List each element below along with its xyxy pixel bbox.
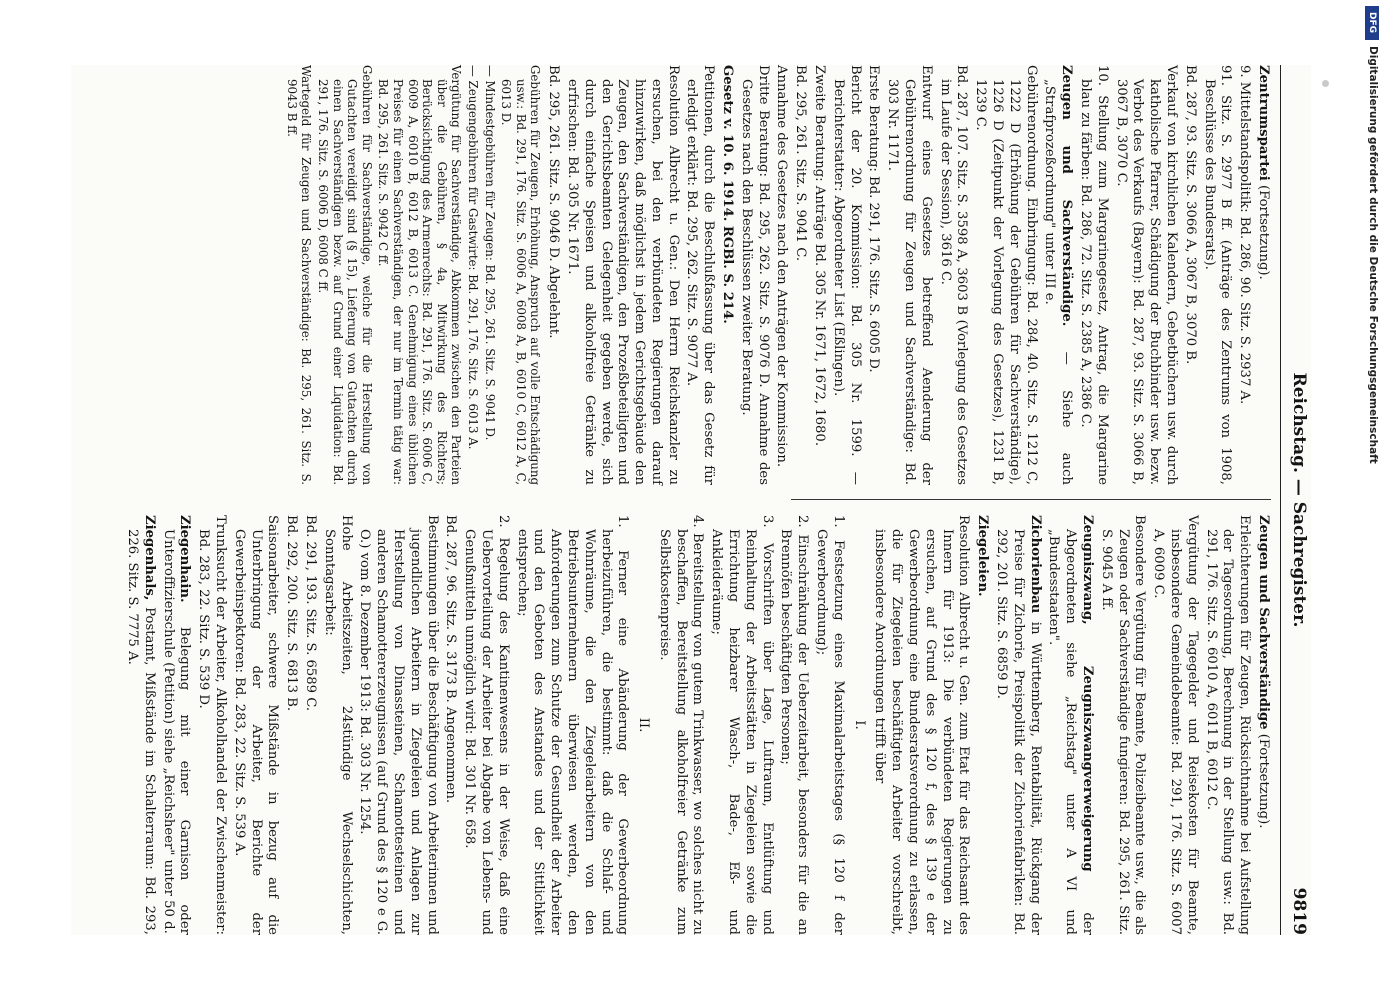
entry-text: Bd. 287, 96. Sitz. S. 3173 B. Angenommen. xyxy=(443,515,459,804)
entry-text: Resolution Albrecht u. Gen.: Den Herrn Reichskanzler zu ersuchen, bei den verbündeten Regierungen darauf hinzuwirken, daß möglichst in jedem Gerichtsgebäude den Zeugen, den Sachverständigen, den Prozeßbeteiligten und den Gerichtsbeamten Gelegenheit gegeben werde, sich durch einfache Speisen und alkoholfreie Getränke zu erfrischen: Bd. 305 Nr. 1671. xyxy=(564,65,681,485)
register-entry xyxy=(634,515,651,935)
page-number: 9819 xyxy=(1289,887,1309,935)
register-entry xyxy=(315,65,373,485)
register-entry xyxy=(850,515,867,935)
entry-text: Bd. 292, 200. Sitz. S. 6813 B. xyxy=(284,515,300,712)
dfg-credit-text: Digitalisierung gefördert durch die Deutsche Forschungsgemeinschaft xyxy=(1367,46,1379,464)
register-entry xyxy=(683,65,717,485)
entry-text: 3. Vorschriften über Lage, Luftraum, Entlüftung und Reinhaltung der Arbeitsstätten in Ziegeleien sowie die Errichtung heizbarer Wasch-, Bade-, Eß- und Ankleideräume; xyxy=(709,515,775,935)
entry-text: Bd. 295, 261. Sitz. S. 9041 C. xyxy=(793,65,809,262)
column-divider xyxy=(791,499,1271,500)
register-entry xyxy=(159,515,193,935)
register-entry xyxy=(992,515,1042,935)
register-entry xyxy=(1097,515,1147,935)
register-entry xyxy=(1200,65,1234,485)
register-entry xyxy=(1112,65,1179,485)
register-entry xyxy=(810,65,827,485)
scan-marker-dot xyxy=(1322,80,1329,87)
entry-text: Zweite Beratung: Anträge Bd. 305 Nr. 1671, 1672, 1680. xyxy=(812,65,828,447)
entry-text: — Mindestgebühren für Zeugen: Bd. 295, 261. Sitz. S. 9041 D. xyxy=(482,65,497,441)
register-entry xyxy=(655,515,705,935)
register-entry xyxy=(465,65,480,485)
register-entry xyxy=(513,515,631,935)
entry-text: Erleichterungen für Zeugen, Rücksichtnahme bei Aufstellung der Tagesordnung, Berechnung in der Stellung usw.: Bd. 291, 176. Sitz. S. 6010 A, 6011 B, 6012 C. xyxy=(1203,515,1253,935)
entry-text: Verkauf von kirchlichen Kalendern, Gebetbüchern usw. durch katholische Pfarrer, Schädigung der Buchbinder usw. bezw. Verbot des Verkaufs (Bayern): Bd. 287, 93. Sitz. S. 3066 B, 3067 B, 3070 C. xyxy=(1113,65,1180,485)
register-entry xyxy=(1202,515,1252,935)
entry-text: I. xyxy=(851,720,867,730)
entry-text: 2. Einschränkung der Ueberzeitarbeit, besonders für die an Brennöfen beschäftigten Personen; xyxy=(778,515,811,935)
register-entry xyxy=(123,515,157,935)
entry-text: Postamt, Mißstände im Schalterraum: Bd. 293, 226. Sitz. S. 7775 A. xyxy=(125,529,157,935)
register-entry xyxy=(773,65,790,485)
entry-text: Bd. 295, 261. Sitz. S. 9046 D. Abgelehnt. xyxy=(546,65,562,339)
entry-text: Hohe Arbeitszeiten, 24stündige Wechselschichten, Sonntagsarbeit: xyxy=(321,515,354,935)
running-title: Reichstag. — Sachregister. xyxy=(1289,372,1309,628)
entry-text: 91. Sitz. S. 2977 B ff. (Anträge des Zentrums von 1908, Beschlüsse des Bundesrats). xyxy=(1201,65,1234,485)
entry-text: Bd. 291, 193. Sitz. S. 6589 C. xyxy=(302,515,318,712)
entry-text: Resolution Albrecht u. Gen. zum Etat für das Reichsamt des Innern für 1913: Die verbündeten Regierungen zu ersuchen, auf Grund des § 120 f, des § 139 e der Gewerbeordnung eine Bundesratsverordnung zu erlassen, die für Ziegeleien beschäftigten Arbeiter vorschreibt, insbesondere Anordnungen trifft über xyxy=(872,515,972,935)
register-entry xyxy=(282,515,299,935)
register-entry xyxy=(320,515,354,935)
entry-text: Annahme des Gesetzes nach den Anträgen der Kommission. xyxy=(774,65,790,468)
entry-text: Gebühren für Sachverständige, welche für die Herstellung von Gutachten vereidigt sind (§ 15), Lieferung von Gutachten durch einen Sachverständigen bezw. auf Grund einer Liquidation: Bd. 291, 176. Sitz. S. 6006 D, 6008 C ff. xyxy=(316,65,374,485)
register-entry xyxy=(230,515,280,935)
entry-text: in Württemberg, Rentabilität, Rückgang der Preise für Zichorie, Preispolitik der Zichorienfabriken: Bd. 292, 201. Sitz. S. 6859 D. xyxy=(994,529,1043,935)
register-entry xyxy=(1235,65,1252,485)
register-entry xyxy=(376,65,464,485)
register-entry xyxy=(718,65,735,485)
register-entry xyxy=(442,515,459,935)
register-entry xyxy=(482,65,497,485)
register-entry xyxy=(829,65,863,485)
entry-text: — Siehe auch „Strafprozeßordnung" unter III e. xyxy=(1042,79,1075,486)
register-entry xyxy=(194,515,228,935)
entry-text: (Fortsetzung). xyxy=(1256,180,1271,280)
register-entry xyxy=(737,65,771,485)
entry-text: Bericht der 20. Kommission: Bd. 305 Nr. 1599. — Berichterstatter: Abgeordneter List (Eßlingen). xyxy=(830,65,863,485)
register-entry xyxy=(791,65,808,485)
entry-text: Entwurf eines Gesetzes betreffend Aenderung der Gebührenordnung für Zeugen und Sachverständige: Bd. 303 Nr. 1171. xyxy=(885,65,934,485)
entry-keyword: Zeugen und Sachverständige. xyxy=(1059,65,1075,327)
register-entry xyxy=(1181,65,1198,485)
register-entry xyxy=(971,65,1038,485)
document-page xyxy=(71,65,1311,935)
register-entry xyxy=(1254,65,1271,485)
register-entry xyxy=(356,515,440,935)
entry-keyword: Ziegenhals, xyxy=(141,515,157,601)
entry-text: Vergütung der Tagegelder und Reisekosten für Beamte, insbesondere Gemeindebeamte: Bd. 291, 176. Sitz. S. 6007 A, 6009 C. xyxy=(1151,515,1200,935)
register-entry xyxy=(1149,515,1199,935)
entry-text: Besondere Vergütung für Beamte, Polizeibeamte usw., die als Zeugen oder Sachverständige fungieren: Bd. 295, 261. Sitz. S. 9045 A ff. xyxy=(1098,515,1148,935)
entry-keyword: Zeugen und Sachverständige xyxy=(1256,515,1271,730)
entry-text: Saisonarbeiter, schwere Mißstände in bezug auf die Unterbringung der Arbeiter, Berichte der Gewerbeinspektoren: Bd. 283, 22. Sitz. S. 539 A. xyxy=(231,515,281,935)
register-entry xyxy=(1045,515,1095,935)
register-entry xyxy=(1076,65,1110,485)
entry-text: Trunksucht der Arbeiter, Alkoholhandel der Zwischenmeister: Bd. 283, 22. Sitz. S. 539 D. xyxy=(196,515,228,935)
right-column xyxy=(71,515,1271,935)
left-column xyxy=(71,65,1271,485)
register-entry xyxy=(777,515,811,935)
entry-text: — Zeugengebühren für Gastwirte: Bd. 291, 176. Sitz. S. 6013 A. xyxy=(465,65,480,450)
entry-keyword: Ziegeleien. xyxy=(975,515,991,597)
register-entry xyxy=(544,65,561,485)
entry-text: Erste Beratung: Bd. 291, 176. Sitz. S. 6005 D. xyxy=(866,65,882,373)
register-entry xyxy=(936,65,970,485)
entry-text: Dritte Beratung: Bd. 295, 262. Sitz. S. 9076 D. Annahme des Gesetzes nach den Beschlüssen zweiter Beratung. xyxy=(738,65,771,485)
entry-text: 1. Ferner eine Abänderung der Gewerbeordnung herbeizuführen, die bestimmt: daß die Schlaf- und Wohnräume, die den Ziegeleiarbeitern von den Betriebsunternehmern überwiesen werden, den Anforderungen zum Schutze der Gesundheit der Arbeiter und den Geboten des Anstandes und der Sittlichkeit entsprechen; xyxy=(514,515,631,935)
entry-text: Belegung mit einer Garnison oder Unteroffizierschule (Petition) siehe „Reichsheer" unter 50 d. xyxy=(160,529,193,935)
entry-text: II. xyxy=(636,717,652,733)
register-entry xyxy=(301,515,318,935)
entry-text: 1. Festsetzung eines Maximalarbeitstages (§ 120 f der Gewerbeordnung); xyxy=(814,515,846,935)
register-entry xyxy=(871,515,972,935)
entry-text: Bd. 287, 107. Sitz. S. 3598 A, 3603 B (Vorlegung des Gesetzes im Laufe der Session), 3616 C. xyxy=(937,65,970,485)
register-entry xyxy=(883,65,933,485)
entry-text: Vergütung für Sachverständige, Abkommen zwischen den Parteien über die Gebühren, § 4a, Mitwirkung des Richters; Berücksichtigung des Armenrechts: Bd. 291, 176. Sitz. S. 6006 C, 6009 A, 6010 B, 6012 B, 6013 C. Genehmigung eines üblichen Preises für einen Sachverständigen, der nur im Termin tätig war: Bd. 295, 261. Sitz. S. 9042 C ff. xyxy=(376,65,464,485)
entry-text: Gebührenordnung. Einbringung: Bd. 284, 40. Sitz. S. 1212 C, 1222 D (Erhöhung der Gebühren für Sachverständige), 1226 D (Zeitpunkt der Vorlegung des Gesetzes), 1231 B, 1239 C. xyxy=(973,65,1039,485)
register-entry xyxy=(563,65,681,485)
entry-text: 9. Mittelstandspolitik: Bd. 286, 90. Sitz. S. 2937 A. xyxy=(1237,65,1253,405)
two-column-body xyxy=(71,65,1271,935)
register-entry xyxy=(499,65,543,485)
entry-text: der Abgeordneten siehe „Reichstag" unter A VI und „Bundesstaaten". xyxy=(1046,529,1096,935)
register-entry xyxy=(1041,65,1075,485)
entry-keyword: Ziegenhain. xyxy=(177,515,193,603)
register-entry xyxy=(460,515,510,935)
entry-text: Gebühren für Zeugen, Erhöhung, Anspruch auf volle Entschädigung usw.: Bd. 291, 176. Sitz. S. 6006 A, 6008 A, B, 6010 C, 6012 A, C, 6013 D. xyxy=(499,65,543,485)
entry-text: Bd. 287, 93. Sitz. S. 3066 A, 3067 B, 3070 B. xyxy=(1182,65,1198,365)
entry-keyword: Zichorienbau xyxy=(1027,515,1043,614)
entry-text: 4. Bereitstellung von gutem Trinkwasser, wo solches nicht zu beschaffen, Bereitstellung alkoholfreier Getränke zum Selbstkostenpreise. xyxy=(656,515,706,935)
dfg-logo: DFG xyxy=(1365,6,1379,40)
page-header xyxy=(1280,65,1311,935)
entry-text: 2. Regelung des Kantinenwesens in der Weise, daß eine Uebervorteilung der Arbeiter bei Abgabe von Lebens- und Genußmitteln unmöglich wird: Bd. 301 Nr. 658. xyxy=(462,515,511,935)
register-entry xyxy=(1254,515,1271,935)
digitization-stamp xyxy=(1365,6,1379,996)
register-entry xyxy=(973,515,990,935)
entry-keyword: Zentrumspartei xyxy=(1256,65,1271,181)
entry-text: Petitionen, durch die Beschlußfassung über das Gesetz für erledigt erklärt: Bd. 295, 262. Sitz. S. 9077 A. xyxy=(684,65,717,485)
register-entry xyxy=(865,65,882,485)
entry-text: 10. Stellung zum Margarinegesetz, Antrag, die Margarine blau zu färben: Bd. 286, 72. Sitz. S. 2385 A, 2386 C. xyxy=(1078,65,1110,485)
register-entry xyxy=(284,65,313,485)
entry-text: (Fortsetzung). xyxy=(1256,729,1271,829)
register-entry xyxy=(812,515,846,935)
entry-text: Bestimmungen über die Beschäftigung von Arbeiterinnen und jugendlichen Arbeitern in Ziegeleien und Anlagen zur Herstellung von Dinassteinen, Schamottesteinen und anderen Schamottererzeugnissen (auf Grund des § 120 e G. O.) vom 8. Dezember 1913: Bd. 303 Nr. 1254. xyxy=(357,515,440,935)
entry-keyword: Gesetz v. 10. 6. 1914. RGBl. S. 214. xyxy=(720,65,736,324)
register-entry xyxy=(708,515,775,935)
entry-keyword: Zeugniszwang, Zeugniszwangverweigerung xyxy=(1080,515,1096,872)
entry-text: Wartegeld für Zeugen und Sachverständige: Bd. 295, 261. Sitz. S. 9043 B ff. xyxy=(284,65,314,485)
